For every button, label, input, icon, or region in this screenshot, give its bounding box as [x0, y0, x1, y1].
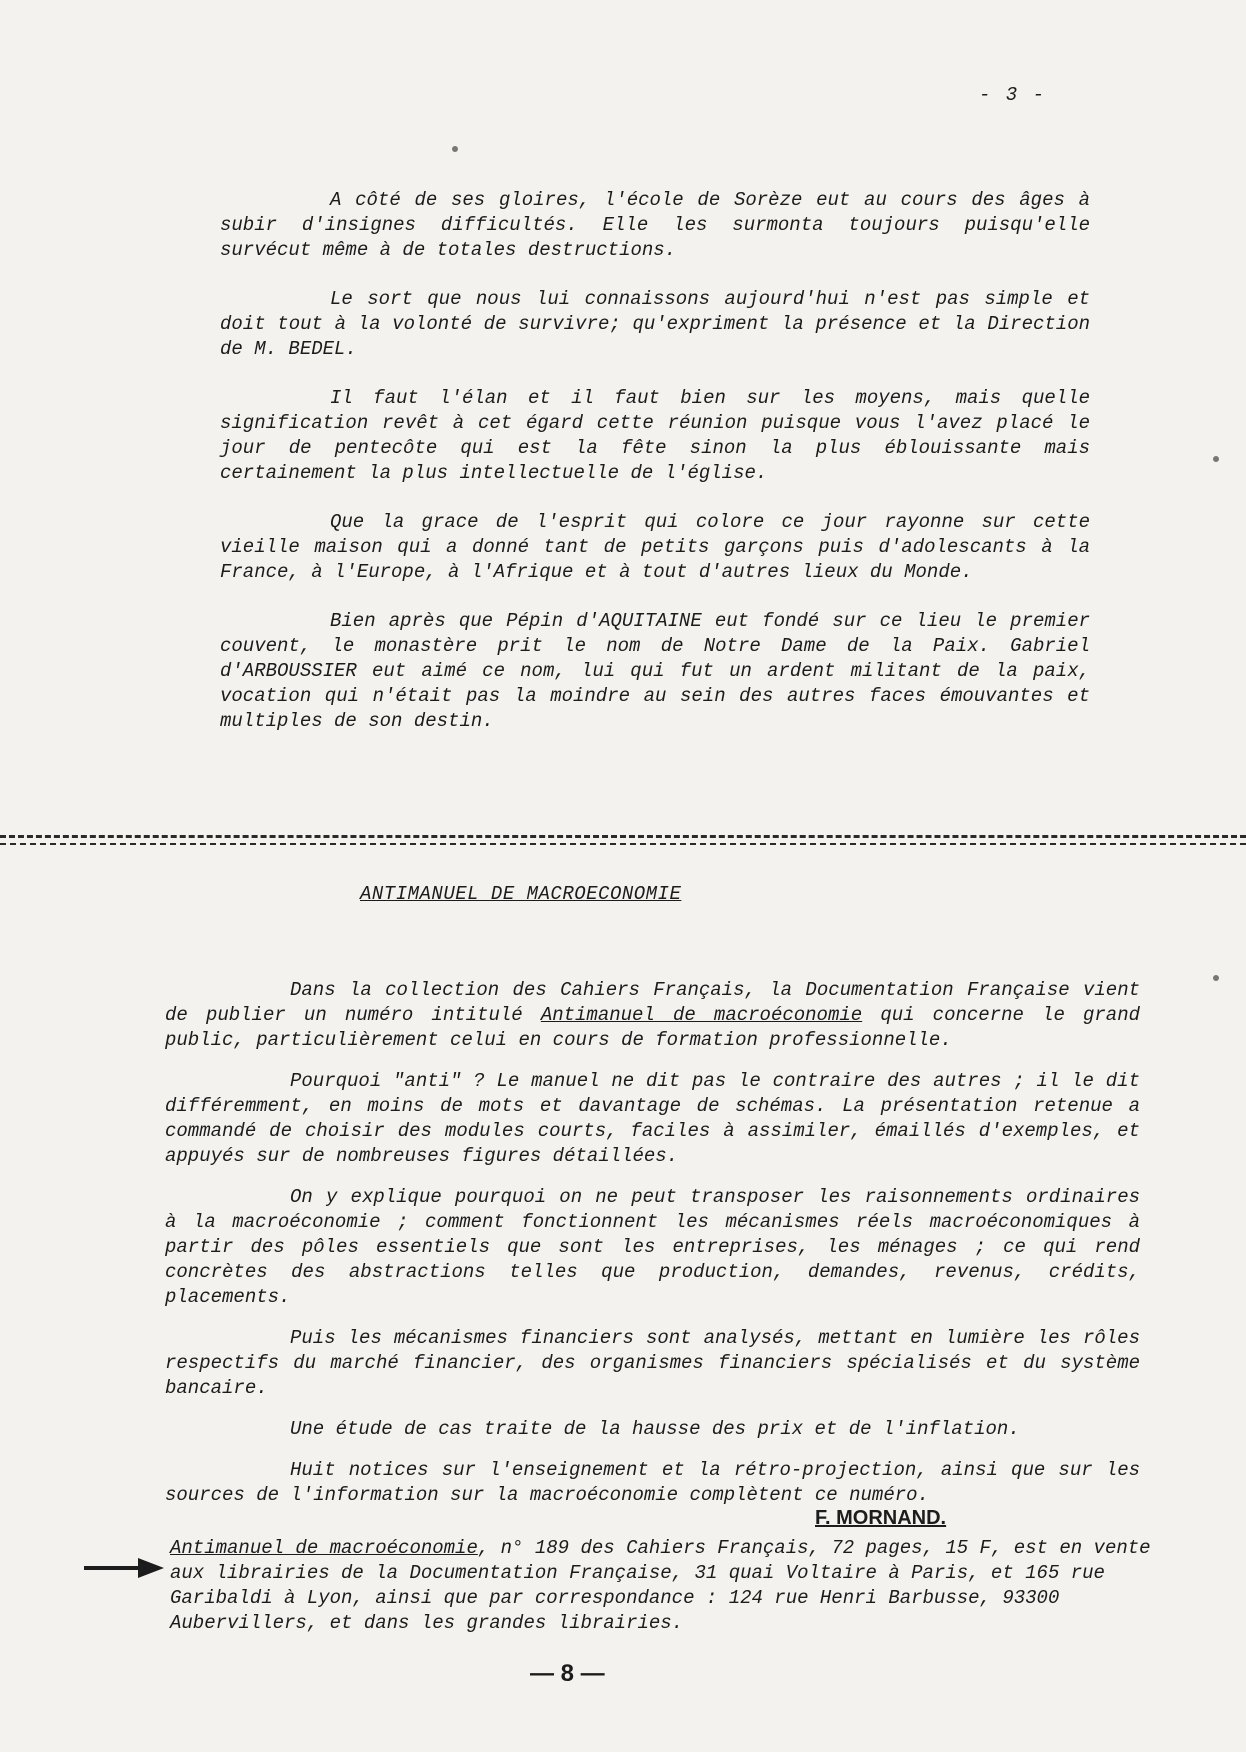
footer-page-number: — 8 — [530, 1660, 605, 1687]
paragraph-text: qui concerne le grand public, particulièrement celui en cours de formation professionnelle. [165, 1004, 1141, 1051]
paragraph: Puis les mécanismes financiers sont analysés, mettant en lumière les rôles respectifs du marché financier, des organismes financiers spécialisés et du système bancaire. [165, 1327, 1140, 1399]
paragraph: Le sort que nous lui connaissons aujourd'hui n'est pas simple et doit tout à la volonté de survivre; qu'expriment la présence et la Direction de M. BEDEL. [220, 288, 1090, 360]
page-number: - 3 - [978, 84, 1046, 106]
paragraph: Une étude de cas traite de la hausse des prix et de l'inflation. [290, 1418, 1020, 1440]
paragraph: Il faut l'élan et il faut bien sur les moyens, mais quelle signification revêt à cet égard cette réunion puisque vous l'avez placé le jour de pentecôte qui est la fête sinon la plus éblouissante mais certainement la plus intellectuelle de l'église. [220, 387, 1090, 484]
author-signature: F. MORNAND. [815, 1507, 947, 1529]
paragraph: A côté de ses gloires, l'école de Sorèze eut au cours des âges à subir d'insignes difficultés. Elle les surmonta toujours puisqu'elle survécut même à de totales destructions. [220, 189, 1090, 261]
arrow-right-icon [82, 1556, 166, 1580]
paragraph [165, 978, 1140, 1053]
punch-hole-mark [1213, 456, 1219, 462]
paragraph: Que la grace de l'esprit qui colore ce jour rayonne sur cette vieille maison qui a donné tant de petits garçons puis d'adolescants à la France, à l'Europe, à l'Afrique et à tout d'autres lieux du Monde. [220, 511, 1090, 583]
section-heading: ANTIMANUEL DE MACROECONOMIE [360, 883, 682, 905]
paragraph: Huit notices sur l'enseignement et la rétro-projection, ainsi que sur les sources de l'information sur la macroéconomie complètent ce numéro. [165, 1459, 1140, 1506]
publication-reference [170, 1536, 1160, 1636]
section-divider [0, 835, 1246, 845]
section-2-text [165, 978, 1140, 1524]
publication-title: Antimanuel de macroéconomie [540, 1004, 863, 1026]
publication-title: Antimanuel de macroéconomie [170, 1537, 478, 1559]
paragraph-text: Dans la collection des Cahiers Français, la Documentation Française vient de publier un numéro intitulé [165, 979, 1140, 1026]
ink-speck [452, 146, 458, 152]
reference-text: , n° 189 des Cahiers Français, 72 pages, 15 F, est en vente aux librairies de la Documentation Française, 31 quai Voltaire à Paris, et 165 rue Garibaldi à Lyon, ainsi que par correspondance : 124 rue Henri Barbusse, 93300 Aubervillers, et dans les grandes librairies. [170, 1537, 1151, 1634]
section-1-text [220, 188, 1090, 758]
punch-hole-mark [1213, 975, 1219, 981]
paragraph: Bien après que Pépin d'AQUITAINE eut fondé sur ce lieu le premier couvent, le monastère prit le nom de Notre Dame de la Paix. Gabriel d'ARBOUSSIER eut aimé ce nom, lui qui fut un ardent militant de la paix, vocation qui n'était pas la moindre au sein des autres faces émouvantes et multiples de son destin. [220, 610, 1090, 732]
paragraph: On y explique pourquoi on ne peut transposer les raisonnements ordinaires à la macroéconomie ; comment fonctionnent les mécanismes réels macroéconomiques à partir des pôles essentiels que sont les entreprises, les ménages ; ce qui rend concrètes des abstractions telles que production, demandes, revenus, crédits, placements. [165, 1186, 1140, 1308]
paragraph: Pourquoi "anti" ? Le manuel ne dit pas le contraire des autres ; il le dit différemment, en moins de mots et davantage de schémas. La présentation retenue a commandé de choisir des modules courts, faciles à assimiler, émaillés d'exemples, et appuyés sur de nombreuses figures détaillées. [165, 1070, 1140, 1167]
